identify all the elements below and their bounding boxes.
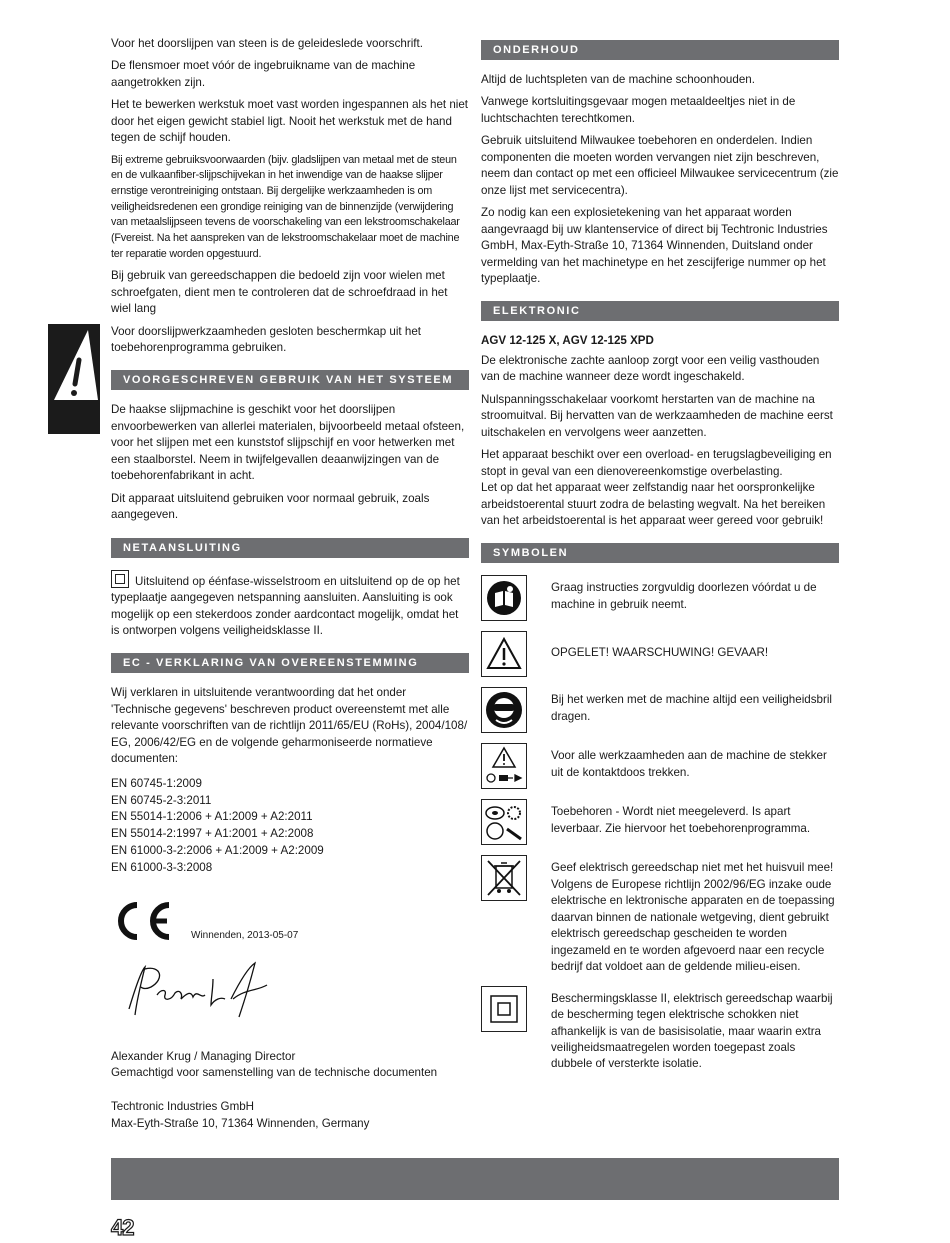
safety-goggles-icon	[481, 687, 527, 733]
norms-list	[111, 776, 469, 877]
section-heading-maintenance: ONDERHOUD	[481, 40, 839, 60]
paragraph: Bij gebruik van gereedschappen die bedoeld zijn voor wielen met schroefgaten, dient men te controleren dat de schroefdraad in het wiel lang	[111, 269, 448, 316]
paragraph: De elektronische zachte aanloop zorgt voor een veilig vasthouden van de machine wanneer deze wordt ingeschakeld.	[481, 353, 820, 384]
norm-item: EN 55014-2:1997 + A1:2001 + A2:2008	[111, 827, 314, 841]
paragraph: Vanwege kortsluitingsgevaar mogen metaaldeeltjes niet in de luchtschachten terechtkomen.	[481, 95, 796, 125]
unplug-icon	[481, 743, 527, 789]
paragraph: Nulspanningsschakelaar voorkomt herstarten van de machine na stroomuitval. Bij hervatten van de werkzaamheden de machine eerst uitschakelen en vervolgens weer aanzetten.	[481, 392, 833, 439]
symbol-row	[481, 631, 839, 677]
company-address: Max-Eyth-Straße 10, 71364 Winnenden, Germany	[111, 1116, 370, 1130]
paragraph: Het te bewerken werkstuk moet vast worden ingespannen als het niet door het eigen gewicht stabiel ligt. Nooit het werkstuk met de hand tegen de schijf houden.	[111, 98, 469, 145]
left-column	[111, 36, 469, 1132]
symbol-row	[481, 743, 839, 789]
mains-paragraph	[111, 570, 469, 640]
symbol-text: Beschermingsklasse II, elektrisch gereedschap waarbij de bescherming tegen elektrische schokken niet afhankelijk is van de basisisolatie, maar waarin extra veiligheidsmaatregelen worden toegepast zoals dubbele of versterkte isolatie.	[551, 991, 833, 1071]
models-heading: AGV 12-125 X, AGV 12-125 XPD	[481, 334, 654, 348]
symbol-row	[481, 986, 839, 1073]
section-heading-use: VOORGESCHREVEN GEBRUIK VAN HET SYSTEEM	[111, 370, 469, 390]
signature-date: Winnenden, 2013-05-07	[191, 929, 299, 941]
norm-item: EN 55014-1:2006 + A1:2009 + A2:2011	[111, 810, 313, 824]
paragraph: Voor het doorslijpen van steen is de geleideslede voorschrift.	[111, 37, 423, 50]
warning-triangle-icon	[481, 631, 527, 677]
symbol-row	[481, 687, 839, 733]
paragraph: Let op dat het apparaat weer zelfstandig naar het oorspronkelijke arbeidstoerental stuurt zodra de belasting wegvalt. Na het bereiken van het arbeidstoerental is het apparaat weer gereed voor gebruik!	[481, 481, 826, 527]
norm-item: EN 60745-2-3:2011	[111, 793, 212, 807]
signature-lines	[111, 1049, 469, 1133]
paragraph: Wij verklaren in uitsluitende verantwoording dat het onder 'Technische gegevens' beschreven product overeenstemt met alle relevante voorschriften van de richtlijn 2011/65/EU (RoHs), 2004/108/ EG, 2006/42/EG en de volgende geharmoniseerde normatieve documenten:	[111, 686, 468, 766]
paragraph: De flensmoer moet vóór de ingebruikname van de machine aangetrokken zijn.	[111, 59, 416, 89]
section-heading-ec: EC - VERKLARING VAN OVEREENSTEMMING	[111, 653, 469, 673]
section-heading-symbols: SYMBOLEN	[481, 543, 839, 563]
symbol-text: Geef elektrisch gereedschap niet met het huisvuil mee! Volgens de Europese richtlijn 2002/96/EG inzake oude elektrische en lektronische apparaten en de toepassing daarvan binnen de nationale wetgeving, dient gebruikt elektrisch gereedschap gescheiden te worden ingezameld en te worden afgevoerd naar een recycle bedrijf dat voldoet aan de geldende milieu-eisen.	[551, 861, 835, 974]
norm-item: EN 61000-3-2:2006 + A1:2009 + A2:2009	[111, 843, 324, 857]
company-name: Techtronic Industries GmbH	[111, 1100, 255, 1114]
symbol-text: Voor alle werkzaamheden aan de machine de stekker uit de kontaktdoos trekken.	[551, 749, 827, 779]
signature-block	[111, 899, 469, 1049]
symbol-row	[481, 855, 839, 975]
paragraph: Voor doorslijpwerkzaamheden gesloten beschermkap uit het toebehorenprogramma gebruiken.	[111, 324, 421, 355]
protection-class-ii-icon	[111, 570, 129, 588]
norm-item: EN 61000-3-3:2008	[111, 860, 213, 874]
symbol-text: Graag instructies zorgvuldig doorlezen vóórdat u de machine in gebruik neemt.	[551, 581, 817, 611]
signature-icon	[121, 959, 271, 1021]
read-manual-icon	[481, 575, 527, 621]
warning-triangle-icon	[48, 326, 100, 406]
mains-text: Uitsluitend op éénfase-wisselstroom en uitsluitend op de op het typeplaatje aangegeven netspanning aansluiten. Aansluiting is ook mogelijk op een stekerdoos zonder aardcontact mogelijk, omdat het is ontworpen volgens veiligheidsklasse II.	[111, 574, 460, 637]
weee-bin-icon	[481, 855, 527, 901]
section-heading-mains: NETAANSLUITING	[111, 538, 469, 558]
symbol-text: Toebehoren - Wordt niet meegeleverd. Is apart leverbaar. Zie hiervoor het toebehorenprogramma.	[551, 805, 811, 835]
paragraph: Het apparaat beschikt over een overload- en terugslagbeveiliging en stopt in geval van een dienovereenkomstige overbelasting.	[481, 448, 832, 478]
symbol-row	[481, 799, 839, 845]
protection-class-ii-icon	[481, 986, 527, 1032]
section-heading-electronic: ELEKTRONIC	[481, 301, 839, 321]
right-column	[481, 36, 839, 1083]
signer-name: Alexander Krug / Managing Director	[111, 1049, 296, 1063]
paragraph: Zo nodig kan een explosietekening van het apparaat worden aangevraagd bij uw klantenservice of direct bij Techtronic Industries GmbH, Max-Eyth-Straße 10, 71364 Winnenden, Duitsland onder vermelding van het machinetype en het zescijferige nummer op het typeplaatje.	[481, 206, 828, 285]
ce-mark-icon	[111, 899, 175, 943]
paragraph: De haakse slijpmachine is geschikt voor het doorslijpen envoorbewerken van allerlei materialen, bijvoorbeeld metaal ofsteen, voor het slijpen met een kunststof slijpschijf en voor hetwerken met een staalborstel. Neem in twijfelgevallen deaanwijzingen van de toebehorenfabrikant in acht.	[111, 403, 465, 483]
paragraph: Gebruik uitsluitend Milwaukee toebehoren en onderdelen. Indien componenten die moeten worden vervangen niet zijn beschreven, neem dan contact op met een officieel Milwaukee servicecentrum (zie onze lijst met servicecentra).	[481, 134, 839, 197]
symbol-text: Bij het werken met de machine altijd een veiligheidsbril dragen.	[551, 693, 832, 723]
paragraph-extreme-conditions: Bij extreme gebruiksvoorwaarden (bijv. gladslijpen van metaal met de steun en de vulkaanfiber-slijpschijvekan in het inwendige van de haakse slijper ernstige verontreiniging ontstaan. Bij dergelijke werkzaamheden is om veiligheidsredenen een grondige reiniging van de binnenzijde (verwijdering van metaalslijpseen tevens de voorschakeling van een lekstroomschakelaar (Fvereist. Na het aanspreken van de lekstroomschakelaar moet de machine ter reparatie worden opgestuurd.	[111, 153, 460, 260]
footer-bar	[111, 1158, 839, 1200]
warning-side-tab	[48, 324, 100, 434]
norm-item: EN 60745-1:2009	[111, 776, 202, 790]
symbol-text: OPGELET! WAARSCHUWING! GEVAAR!	[551, 646, 769, 660]
authorized-note: Gemachtigd voor samenstelling van de technische documenten	[111, 1065, 438, 1079]
accessories-icon	[481, 799, 527, 845]
symbol-row	[481, 575, 839, 621]
paragraph: Dit apparaat uitsluitend gebruiken voor normaal gebruik, zoals aangegeven.	[111, 491, 430, 522]
paragraph: Altijd de luchtspleten van de machine schoonhouden.	[481, 73, 755, 86]
page-number: 42	[111, 1215, 134, 1240]
